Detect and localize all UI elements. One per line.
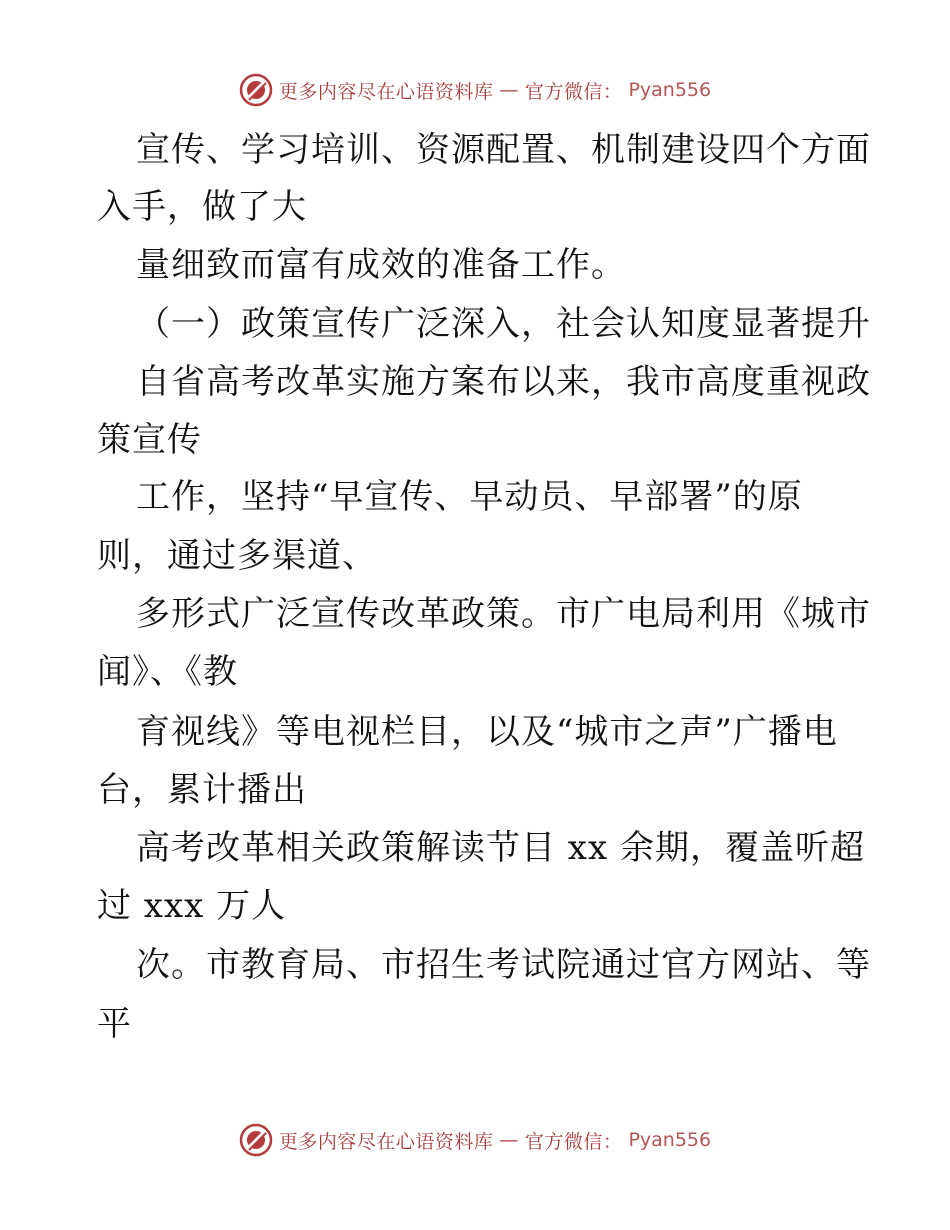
header-wechat-id: Pyan556 — [628, 79, 712, 101]
brand-logo-icon — [239, 1123, 273, 1157]
footer-brand-text: 更多内容尽在心语资料库 — [278, 1130, 494, 1153]
header-dash: — — [499, 79, 519, 101]
text-line: 台，累计播出 — [97, 770, 307, 810]
text-line: 则，通过多渠道、 — [97, 536, 377, 576]
header-banner — [0, 70, 950, 110]
text-line: 育视线》等电视栏目，以及“城市之声”广播电 — [136, 712, 838, 752]
text-line: 入手，做了大 — [97, 187, 307, 227]
footer-wechat-id: Pyan556 — [628, 1129, 712, 1151]
text-line: 策宣传 — [97, 420, 202, 460]
text-line: 次。市教育局、市招生考试院通过官方网站、等 — [136, 945, 871, 985]
text-line: 量细致而富有成效的准备工作。 — [136, 245, 626, 285]
text-line: 工作，坚持“早宣传、早动员、早部署”的原 — [136, 477, 803, 517]
text-line: 多形式广泛宣传改革政策。市广电局利用《城市 — [136, 594, 871, 634]
brand-logo-icon — [239, 73, 273, 107]
text-line: 过 xxx 万人 — [97, 886, 287, 926]
text-line: 闻》、《教 — [97, 652, 238, 692]
text-line: 高考改革相关政策解读节目 xx 余期，覆盖听超 — [136, 828, 865, 868]
section-heading: （一）政策宣传广泛深入，社会认知度显著提升 — [136, 304, 871, 344]
text-line: 平 — [97, 1004, 132, 1044]
footer-wechat-label: 官方微信： — [524, 1130, 623, 1153]
text-line: 自省高考改革实施方案布以来，我市高度重视政 — [136, 362, 871, 402]
header-wechat-label: 官方微信： — [524, 80, 623, 103]
text-line: 宣传、学习培训、资源配置、机制建设四个方面 — [136, 130, 871, 170]
header-brand-text: 更多内容尽在心语资料库 — [278, 80, 494, 103]
footer-dash: — — [499, 1129, 519, 1151]
footer-banner — [0, 1120, 950, 1160]
